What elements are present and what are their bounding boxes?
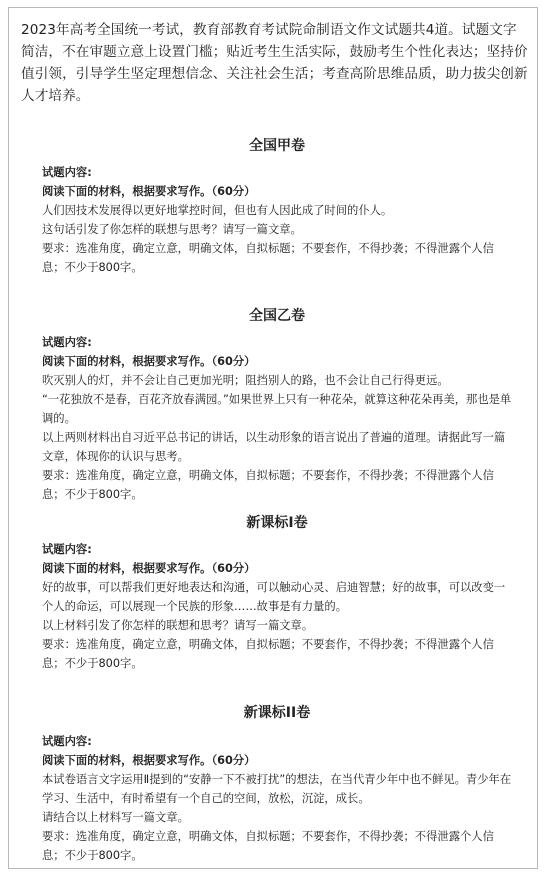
requirements-paragraph: 要求：选准角度，确定立意，明确文体，自拟标题；不要套作，不得抄袭；不得泄露个人信息；不少于800字。 — [42, 469, 494, 501]
instruction-text: 阅读下面的材料，根据要求写作。 — [42, 754, 212, 767]
section-title: 新课标I卷 — [246, 515, 308, 531]
section-title: 新课标II卷 — [243, 705, 311, 721]
instruction-text: 阅读下面的材料，根据要求写作。 — [42, 185, 212, 198]
score-text: （60分） — [211, 562, 256, 575]
instruction-text: 阅读下面的材料，根据要求写作。 — [42, 355, 212, 368]
instruction-line — [42, 352, 512, 371]
question-label: 试题内容: — [42, 543, 92, 556]
prompt-paragraph: 以上两则材料出自习近平总书记的讲话，以生动形象的语言说出了普遍的道理。请据此写一篇文章，体现你的认识与思考。 — [42, 431, 506, 463]
question-label: 试题内容: — [42, 336, 92, 349]
material-paragraph: 吹灭别人的灯，并不会让自己更加光明；阻挡别人的路，也不会让自己行得更远。 — [42, 374, 449, 387]
requirements-paragraph: 要求：选准角度，确定立意，明确文体，自拟标题；不要套作，不得抄袭；不得泄露个人信息；不少于800字。 — [42, 242, 494, 274]
section-title: 全国乙卷 — [249, 308, 305, 324]
question-label: 试题内容: — [42, 735, 92, 748]
instruction-line — [42, 559, 512, 578]
section-xinkebiao-1 — [42, 514, 512, 673]
section-xinkebiao-2 — [42, 704, 512, 865]
instruction-line — [42, 182, 512, 201]
prompt-paragraph: 这句话引发了你怎样的联想与思考？请写一篇文章。 — [42, 223, 302, 236]
section-quanguo-yi — [42, 307, 512, 504]
material-paragraph: 本试卷语言文字运用Ⅱ提到的“安静一下不被打扰”的想法，在当代青少年中也不鲜见。青少年在学习、生活中，有时希望有一个自己的空间，放松，沉淀，成长。 — [42, 773, 512, 805]
intro-paragraph: 2023年高考全国统一考试，教育部教育考试院命制语文作文试题共4道。试题文字简洁，不在审题立意上设置门槛；贴近考生生活实际，鼓励考生个性化表达；坚持价值引领，引导学生坚定理想信念、关注社会生活；考查高阶思维品质，助力拔尖创新人才培养。 — [21, 22, 528, 104]
instruction-line — [42, 751, 512, 770]
score-text: （60分） — [211, 355, 256, 368]
prompt-paragraph: 请结合以上材料写一篇文章。 — [42, 811, 189, 824]
question-label: 试题内容: — [42, 166, 92, 179]
score-text: （60分） — [211, 185, 256, 198]
material-paragraph: “一花独放不是春，百花齐放春满园。”如果世界上只有一种花朵，就算这种花朵再美，那也是单调的。 — [42, 393, 512, 425]
instruction-text: 阅读下面的材料，根据要求写作。 — [42, 562, 212, 575]
requirements-paragraph: 要求：选准角度，确定立意，明确文体，自拟标题；不要套作，不得抄袭；不得泄露个人信息；不少于800字。 — [42, 830, 494, 862]
score-text: （60分） — [211, 754, 256, 767]
prompt-paragraph: 以上材料引发了你怎样的联想和思考？请写一篇文章。 — [42, 619, 314, 632]
section-title: 全国甲卷 — [249, 138, 305, 154]
section-quanguo-jia — [42, 137, 512, 277]
material-paragraph: 人们因技术发展得以更好地掌控时间，但也有人因此成了时间的仆人。 — [42, 204, 393, 217]
material-paragraph: 好的故事，可以帮我们更好地表达和沟通，可以触动心灵、启迪智慧；好的故事，可以改变一个人的命运，可以展现一个民族的形象……故事是有力量的。 — [42, 581, 506, 613]
requirements-paragraph: 要求：选准角度，确定立意，明确文体，自拟标题；不要套作，不得抄袭；不得泄露个人信息；不少于800字。 — [42, 638, 494, 670]
